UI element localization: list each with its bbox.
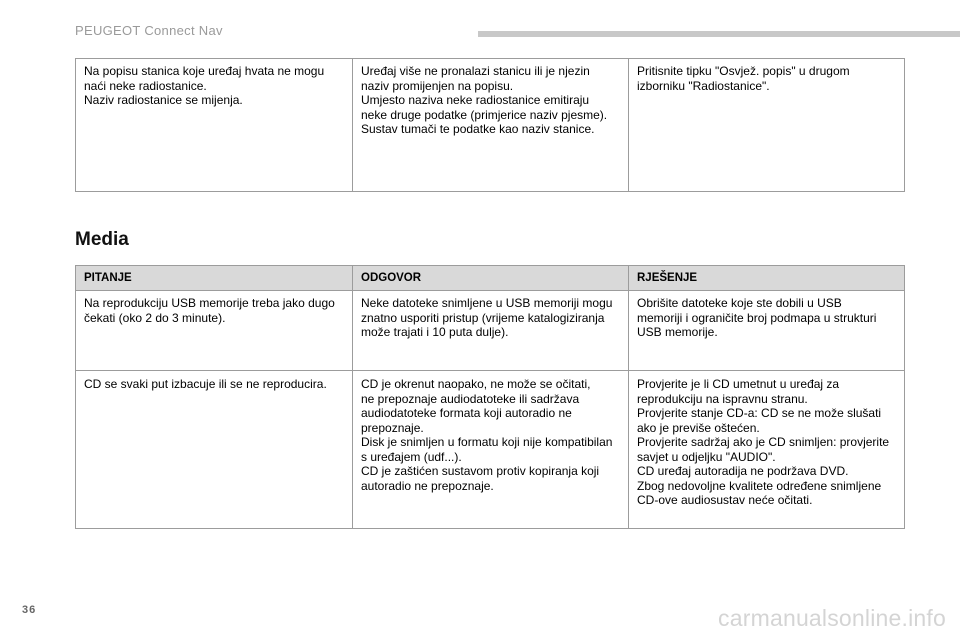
- cell-text-line: Sustav tumači te podatke kao naziv stanice.: [361, 122, 595, 136]
- cell-text-line: ne prepoznaje audiodatoteke ili sadržava: [361, 391, 580, 406]
- cell-text-line: naći neke radiostanice.: [84, 78, 207, 93]
- cell-text-line: savjet u odjeljku "AUDIO".: [637, 449, 776, 464]
- table-row: [76, 291, 905, 371]
- cell-text-line: izborniku "Radiostanice".: [637, 78, 770, 93]
- cell-text-line: USB memorije.: [637, 325, 718, 339]
- cell-text-line: naziv promijenjen na popisu.: [361, 78, 514, 93]
- cell-text-line: s uređajem (udf...).: [361, 449, 462, 464]
- column-header-question: PITANJE: [76, 266, 353, 291]
- header-divider-bar: [478, 31, 960, 37]
- cell-text-line: može trajati i 10 puta dulje).: [361, 325, 509, 339]
- table-row: [76, 371, 905, 529]
- solution-cell: [629, 291, 905, 371]
- cell-text-line: Obrišite datoteke koje ste dobili u USB: [637, 296, 842, 310]
- media-faq-table: [75, 265, 905, 529]
- cell-text-line: Umjesto naziva neke radiostanice emitiraju: [361, 93, 590, 107]
- document-header-title: PEUGEOT Connect Nav: [75, 23, 223, 38]
- page-number: 36: [22, 604, 37, 616]
- section-title-media: Media: [75, 229, 129, 250]
- cell-text-line: prepoznaje.: [361, 420, 424, 435]
- cell-text-line: CD uređaj autoradija ne podržava DVD.: [637, 464, 849, 478]
- cell-text-line: memoriji i ograničite broj podmapa u strukturi: [637, 310, 877, 325]
- cell-text-line: Provjerite sadržaj ako je CD snimljen: provjerite: [637, 435, 890, 449]
- answer-cell: [353, 59, 629, 192]
- cell-text-line: Disk je snimljen u formatu koji nije kompatibilan: [361, 435, 613, 449]
- cell-text-line: Pritisnite tipku "Osvjež. popis" u drugom: [637, 64, 850, 78]
- column-header-solution: RJEŠENJE: [629, 266, 905, 291]
- source-watermark: carmanualsonline.info: [718, 605, 946, 631]
- cell-text-line: Zbog nedovoljne kvalitete određene snimljene: [637, 478, 882, 493]
- cell-text-line: CD je zaštićen sustavom protiv kopiranja koji: [361, 464, 600, 478]
- table-row: [76, 59, 905, 192]
- cell-text-line: Provjerite je li CD umetnut u uređaj za: [637, 377, 840, 391]
- cell-text-line: Na popisu stanica koje uređaj hvata ne mogu: [84, 64, 325, 78]
- cell-text-line: neke druge podatke (primjerice naziv pjesme).: [361, 107, 608, 122]
- question-cell: [76, 59, 353, 192]
- cell-text-line: CD se svaki put izbacuje ili se ne reproducira.: [84, 377, 327, 391]
- solution-cell: [629, 371, 905, 529]
- radio-faq-table-continued: [75, 58, 905, 192]
- answer-cell: [353, 291, 629, 371]
- column-header-answer: ODGOVOR: [353, 266, 629, 291]
- cell-text-line: Naziv radiostanice se mijenja.: [84, 93, 243, 107]
- cell-text-line: Provjerite stanje CD-a: CD se ne može slušati: [637, 406, 882, 420]
- cell-text-line: audiodatoteke formata koji autoradio ne: [361, 406, 572, 420]
- cell-text-line: Na reprodukciju USB memorije treba jako dugo: [84, 296, 335, 310]
- cell-text-line: ako je previše oštećen.: [637, 420, 760, 435]
- answer-cell: [353, 371, 629, 529]
- table-header-row: [76, 266, 905, 291]
- question-cell: [76, 291, 353, 371]
- cell-text-line: CD-ove audiosustav neće očitati.: [637, 493, 813, 507]
- cell-text-line: reprodukciju na ispravnu stranu.: [637, 391, 808, 406]
- cell-text-line: autoradio ne prepoznaje.: [361, 478, 494, 493]
- solution-cell: [629, 59, 905, 192]
- cell-text-line: Neke datoteke snimljene u USB memoriji mogu: [361, 296, 613, 310]
- cell-text-line: CD je okrenut naopako, ne može se očitati,: [361, 377, 591, 391]
- cell-text-line: čekati (oko 2 do 3 minute).: [84, 310, 226, 325]
- question-cell: [76, 371, 353, 529]
- cell-text-line: znatno usporiti pristup (vrijeme katalogiziranja: [361, 310, 605, 325]
- cell-text-line: Uređaj više ne pronalazi stanicu ili je njezin: [361, 64, 590, 78]
